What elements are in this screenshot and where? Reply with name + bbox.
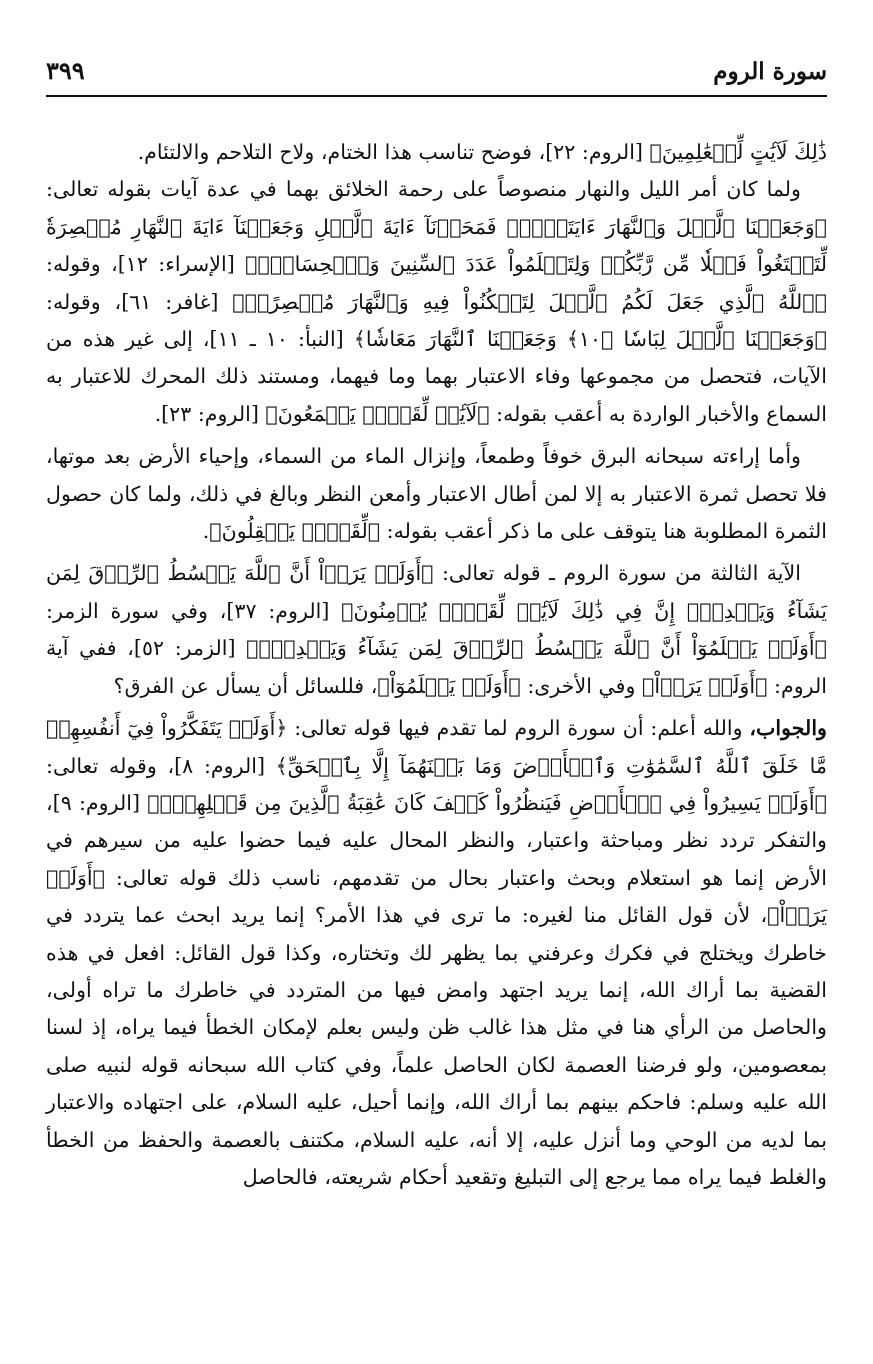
paragraph-4-text: الآية الثالثة من سورة الروم ـ قوله تعالى: ﴿أَوَلَمۡ يَرَوۡاْ أَنَّ ٱللَّهَ يَبۡسُطُ ٱلرِّزۡقَ لِمَن يَشَآءُ وَيَقۡدِرُۚ إِنَّ فِي ذَٰلِكَ لَآيَٰتٖ لِّقَوۡمٖ يُؤۡمِنُونَ﴾ [الروم: ٣٧]، وفي سورة الزمر: ﴿أَوَلَمۡ يَعۡلَمُوٓاْ أَنَّ ٱللَّهَ يَبۡسُطُ ٱلرِّزۡقَ لِمَن يَشَآءُ وَيَقۡدِرُۚ﴾ [الزمر: ٥٢]، ففي آية الروم: ﴿أَوَلَمۡ يَرَوۡاْ﴾ وفي الأخرى: ﴿أَوَلَمۡ يَعۡلَمُوٓاْ﴾، فللسائل أن يسأل عن الفرق؟ <box>46 561 828 698</box>
paragraph-2-text: ولما كان أمر الليل والنهار منصوصاً على رحمة الخلائق بهما في عدة آيات بقوله تعالى: ﴿وَجَعَلۡنَا ٱلَّيۡلَ وَٱلنَّهَارَ ءَايَتَيۡنِۖ فَمَحَوۡنَآ ءَايَةَ ٱلَّيۡلِ وَجَعَلۡنَآ ءَايَةَ ٱلنَّهَارِ مُبۡصِرَةٗ لِّتَبۡتَغُواْ فَضۡلٗا مِّن رَّبِّكُمۡ وَلِتَعۡلَمُواْ عَدَدَ ٱلسِّنِينَ وَٱلۡحِسَابَۚ﴾ [الإسراء: ١٢]، وقوله: ﴿ٱللَّهُ ٱلَّذِي جَعَلَ لَكُمُ ٱلَّيۡلَ لِتَسۡكُنُواْ فِيهِ وَٱلنَّهَارَ مُبۡصِرًاۚ﴾ [غافر: ٦١]، وقوله: ﴿وَجَعَلۡنَا ٱلَّيۡلَ لِبَاسٗا ﴿١٠﴾ وَجَعَلۡنَا ٱلنَّهَارَ مَعَاشٗا﴾ [النبأ: ١٠ ـ ١١]، إلى غير هذه من الآيات، فتحصل من مجموعها وفاء الاعتبار بهما وما فيهما، ومستند ذلك المحرك للاعتبار به السماع والأخبار الواردة به أعقب بقوله: ﴿لَآيَٰتٖ لِّقَوۡمٖ يَسۡمَعُونَ﴾ [الروم: ٢٣]. <box>46 177 827 426</box>
header-divider <box>46 95 827 97</box>
page-body <box>46 134 827 1196</box>
page-header <box>46 52 827 92</box>
paragraph-2 <box>46 171 827 433</box>
paragraph-4 <box>46 555 827 705</box>
paragraph-5 <box>46 710 827 1196</box>
paragraph-1 <box>46 134 827 171</box>
surah-title: سورة الروم <box>713 58 827 85</box>
paragraph-3 <box>46 438 827 550</box>
paragraph-3-text: وأما إراءته سبحانه البرق خوفاً وطمعاً، وإنزال الماء من السماء، وإحياء الأرض بعد موتها، فلا تحصل ثمرة الاعتبار به إلا لمن أطال الاعتبار وأمعن النظر وبالغ في ذلك، ولما كان حصول الثمرة المطلوبة هنا يتوقف على ما ذكر أعقب بقوله: ﴿لِّقَوۡمٖ يَعۡقِلُونَ﴾. <box>46 444 827 544</box>
page-number: ٣٩٩ <box>46 56 85 85</box>
paragraph-1-text: ذَٰلِكَ لَآيَٰتٍ لِّلۡعَٰلِمِينَ﴾ [الروم: ٢٢]، فوضح تناسب هذا الختام، ولاح التلاحم والالتئام. <box>137 140 827 164</box>
answer-lead-word: والجواب، <box>749 716 827 741</box>
paragraph-5-text: والله أعلم: أن سورة الروم لما تقدم فيها قوله تعالى: ﴿أَوَلَمۡ يَتَفَكَّرُواْ فِيٓ أَنفُسِهِمۗ مَّا خَلَقَ ٱللَّهُ ٱلسَّمَٰوَٰتِ وَٱلۡأَرۡضَ وَمَا بَيۡنَهُمَآ إِلَّا بِٱلۡحَقِّ﴾ [الروم: ٨]، وقوله تعالى: ﴿أَوَلَمۡ يَسِيرُواْ فِي ٱلۡأَرۡضِ فَيَنظُرُواْ كَيۡفَ كَانَ عَٰقِبَةُ ٱلَّذِينَ مِن قَبۡلِهِمۡۚ﴾ [الروم: ٩]، والتفكر تردد نظر ومباحثة واعتبار، والنظر المحال عليه فيما حضوا عليه من سيرهم في الأرض إنما هو استعلام وبحث واعتبار بحال من تقدمهم، ناسب ذلك قوله تعالى: ﴿أَوَلَمۡ يَرَوۡاْ﴾، لأن قول القائل منا لغيره: ما ترى في هذا الأمر؟ إنما يريد ابحث عما يتردد في خاطرك ويختلج في فكرك وعرفني بما يظهر لك وتختاره، وكذا قول القائل: افعل في هذه القضية بما أراك الله، إنما يريد اجتهد وامض فيها من المتردد في خاطرك ما تراه أولى، والحاصل من الرأي هنا في مثل هذا غالب ظن وليس بعلم لإمكان الخطأ فيما يراه، إذ لسنا بمعصومين، ولو فرضنا العصمة لكان الحاصل علماً، وفي كتاب الله سبحانه قوله لنبيه صلى الله عليه وسلم: فاحكم بينهم بما أراك الله، وإنما أحيل، عليه السلام، على اجتهاده والاعتبار بما لديه من الوحي وما أنزل عليه، إلا أنه، عليه السلام، مكتنف بالعصمة والحفظ من الخطأ والغلط فيما يراه مما يرجع إلى التبليغ وتقعيد أحكام شريعته، فالحاصل <box>46 716 827 1189</box>
